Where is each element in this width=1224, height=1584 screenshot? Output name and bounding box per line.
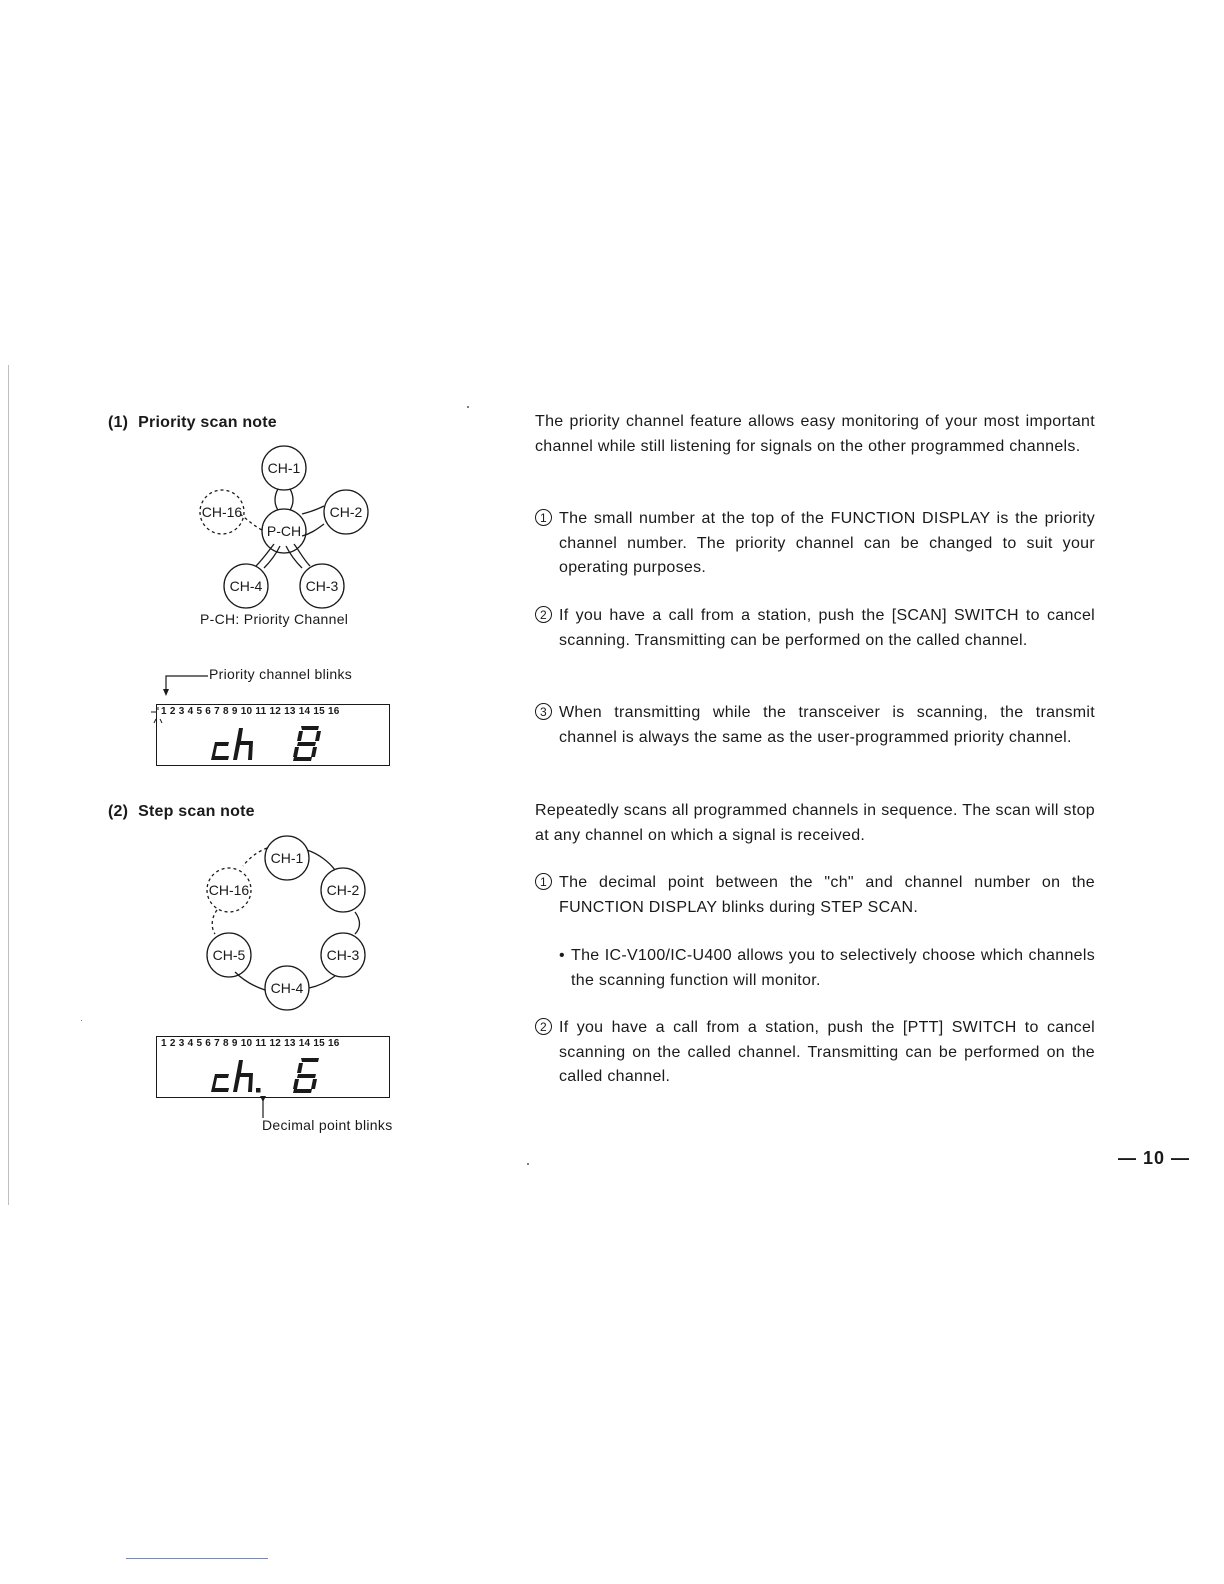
link-pch-ch4 [256, 544, 274, 566]
section-2-number: (2) [108, 803, 129, 820]
circled-number: 2 [535, 606, 552, 623]
step-bullet [559, 944, 1095, 993]
lcd-num: 5 [196, 1038, 203, 1049]
link-ch16-ch1 [243, 848, 267, 866]
node-ch2-label: CH-2 [329, 504, 363, 520]
lcd-num: 1 [161, 706, 167, 717]
lcd-num: 8 [223, 1038, 229, 1049]
link-ch3-ch4 [309, 976, 335, 988]
lcd-num: 14 [298, 706, 311, 717]
lcd-display-priority [156, 704, 390, 766]
lcd-num: 12 [269, 706, 281, 717]
lcd-num: 2 [169, 1038, 176, 1049]
step-item-2 [535, 1016, 1095, 1090]
decimal-callout: Decimal point blinks [262, 1117, 393, 1133]
step-item-1-text: The decimal point between the "ch" and channel number on the FUNCTION DISPLAY blinks during STEP SCAN. [559, 874, 1095, 916]
link-ch16-pch [240, 514, 262, 530]
section-1-heading [108, 414, 277, 432]
circled-number: 1 [535, 873, 552, 890]
lcd-display-text: ch. 6 [209, 1054, 212, 1055]
lcd-channel-numbers [161, 1038, 343, 1049]
margin-line [8, 365, 9, 1205]
lcd-num: 8 [223, 706, 229, 717]
lcd-num: 3 [178, 706, 185, 717]
step-bullet-text: The IC-V100/IC-U400 allows you to selectively choose which channels the scanning function will monitor. [571, 947, 1095, 989]
link-ch1-pch-2 [290, 489, 293, 510]
lcd-num: 16 [327, 1038, 340, 1049]
section-2-title: Step scan note [138, 803, 255, 820]
step-scan-diagram [195, 830, 375, 1010]
link-ch5-ch16 [212, 910, 217, 934]
priority-item-2 [535, 604, 1095, 653]
section-1-title: Priority scan note [138, 414, 277, 431]
lcd-display-text: ch 8 [209, 722, 211, 723]
lcd-channel-numbers [161, 706, 343, 717]
step-intro: Repeatedly scans all programmed channels in sequence. The scan will stop at any channel on which a signal is received. [535, 802, 1095, 844]
lcd-num: 4 [187, 706, 194, 717]
lcd-segment-display-priority [209, 722, 349, 762]
lcd-num: 11 [255, 1038, 267, 1049]
node-ch3-label: CH-3 [326, 947, 360, 963]
bottom-rule [126, 1558, 268, 1559]
lcd-num: 14 [298, 1038, 311, 1049]
node-ch3-label: CH-3 [305, 578, 339, 594]
lcd-num: 10 [240, 706, 253, 717]
link-pch-ch2 [302, 506, 324, 514]
lcd-num: 13 [284, 1038, 296, 1049]
link-ch1-ch2 [307, 850, 335, 870]
lcd-num: 3 [178, 1038, 185, 1049]
circled-number: 1 [535, 509, 552, 526]
priority-intro: The priority channel feature allows easy monitoring of your most important channel while still listening for signals on the other programmed channels. [535, 413, 1095, 455]
priority-caption: P-CH: Priority Channel [200, 611, 349, 627]
node-ch1-label: CH-1 [270, 850, 304, 866]
lcd-num: 9 [231, 1038, 238, 1049]
lcd-num: 12 [269, 1038, 281, 1049]
lcd-num: 7 [214, 706, 220, 717]
lcd-num: 15 [313, 1038, 325, 1049]
lcd-num: 13 [284, 706, 296, 717]
node-ch5-label: CH-5 [212, 947, 246, 963]
lcd-num: 15 [313, 706, 325, 717]
scan-speck [527, 1163, 529, 1165]
link-pch-ch3-b [286, 546, 302, 568]
lcd-num: 9 [231, 706, 238, 717]
lcd-num: 10 [240, 1038, 253, 1049]
lcd-num: 7 [214, 1038, 220, 1049]
node-ch4-label: CH-4 [270, 980, 304, 996]
priority-callout: Priority channel blinks [209, 666, 353, 682]
node-ch16-label: CH-16 [201, 504, 243, 520]
decimal-point [256, 1088, 261, 1093]
lcd-num: 16 [327, 706, 340, 717]
section-2-heading [108, 803, 255, 821]
lcd-num: 6 [205, 1038, 212, 1049]
lcd-num: 5 [196, 706, 203, 717]
priority-item-3-text: When transmitting while the transceiver is scanning, the transmit channel is always the same as the user-programmed priority channel. [559, 704, 1095, 746]
lcd-num: 1 [161, 1038, 167, 1049]
priority-item-1 [535, 507, 1095, 581]
node-ch4-label: CH-4 [229, 578, 263, 594]
blink-marks-icon [149, 705, 169, 729]
lcd-num: 2 [169, 706, 176, 717]
circled-number: 3 [535, 703, 552, 720]
bullet-dot-icon: • [559, 947, 565, 964]
circled-number: 2 [535, 1018, 552, 1035]
priority-scan-diagram [190, 440, 380, 612]
scan-speck [81, 1020, 82, 1021]
lcd-num: 11 [255, 706, 267, 717]
node-ch1-label: CH-1 [267, 460, 301, 476]
node-ch2-label: CH-2 [326, 882, 360, 898]
scan-speck [467, 406, 469, 408]
node-ch16-label: CH-16 [208, 882, 250, 898]
priority-item-1-text: The small number at the top of the FUNCTION DISPLAY is the priority channel number. The priority channel can be changed to suit your operating purposes. [559, 510, 1095, 576]
priority-item-2-text: If you have a call from a station, push the [SCAN] SWITCH to cancel scanning. Transmitting can be performed on the called channel. [559, 607, 1095, 649]
lcd-num: 6 [205, 706, 212, 717]
page-number: — 10 — [1118, 1148, 1191, 1168]
section-1-number: (1) [108, 414, 129, 431]
link-ch2-ch3 [355, 912, 360, 934]
link-ch1-pch [275, 489, 278, 510]
lcd-segment-display-step [209, 1054, 349, 1094]
step-item-2-text: If you have a call from a station, push the [PTT] SWITCH to cancel scanning on the called channel. Transmitting can be performed on the called channel. [559, 1019, 1095, 1085]
node-pch-label: P-CH [266, 523, 302, 539]
priority-item-3 [535, 701, 1095, 750]
lcd-display-step [156, 1036, 390, 1098]
callout-arrow-priority [160, 674, 210, 698]
step-item-1 [535, 871, 1095, 920]
lcd-num: 4 [187, 1038, 194, 1049]
